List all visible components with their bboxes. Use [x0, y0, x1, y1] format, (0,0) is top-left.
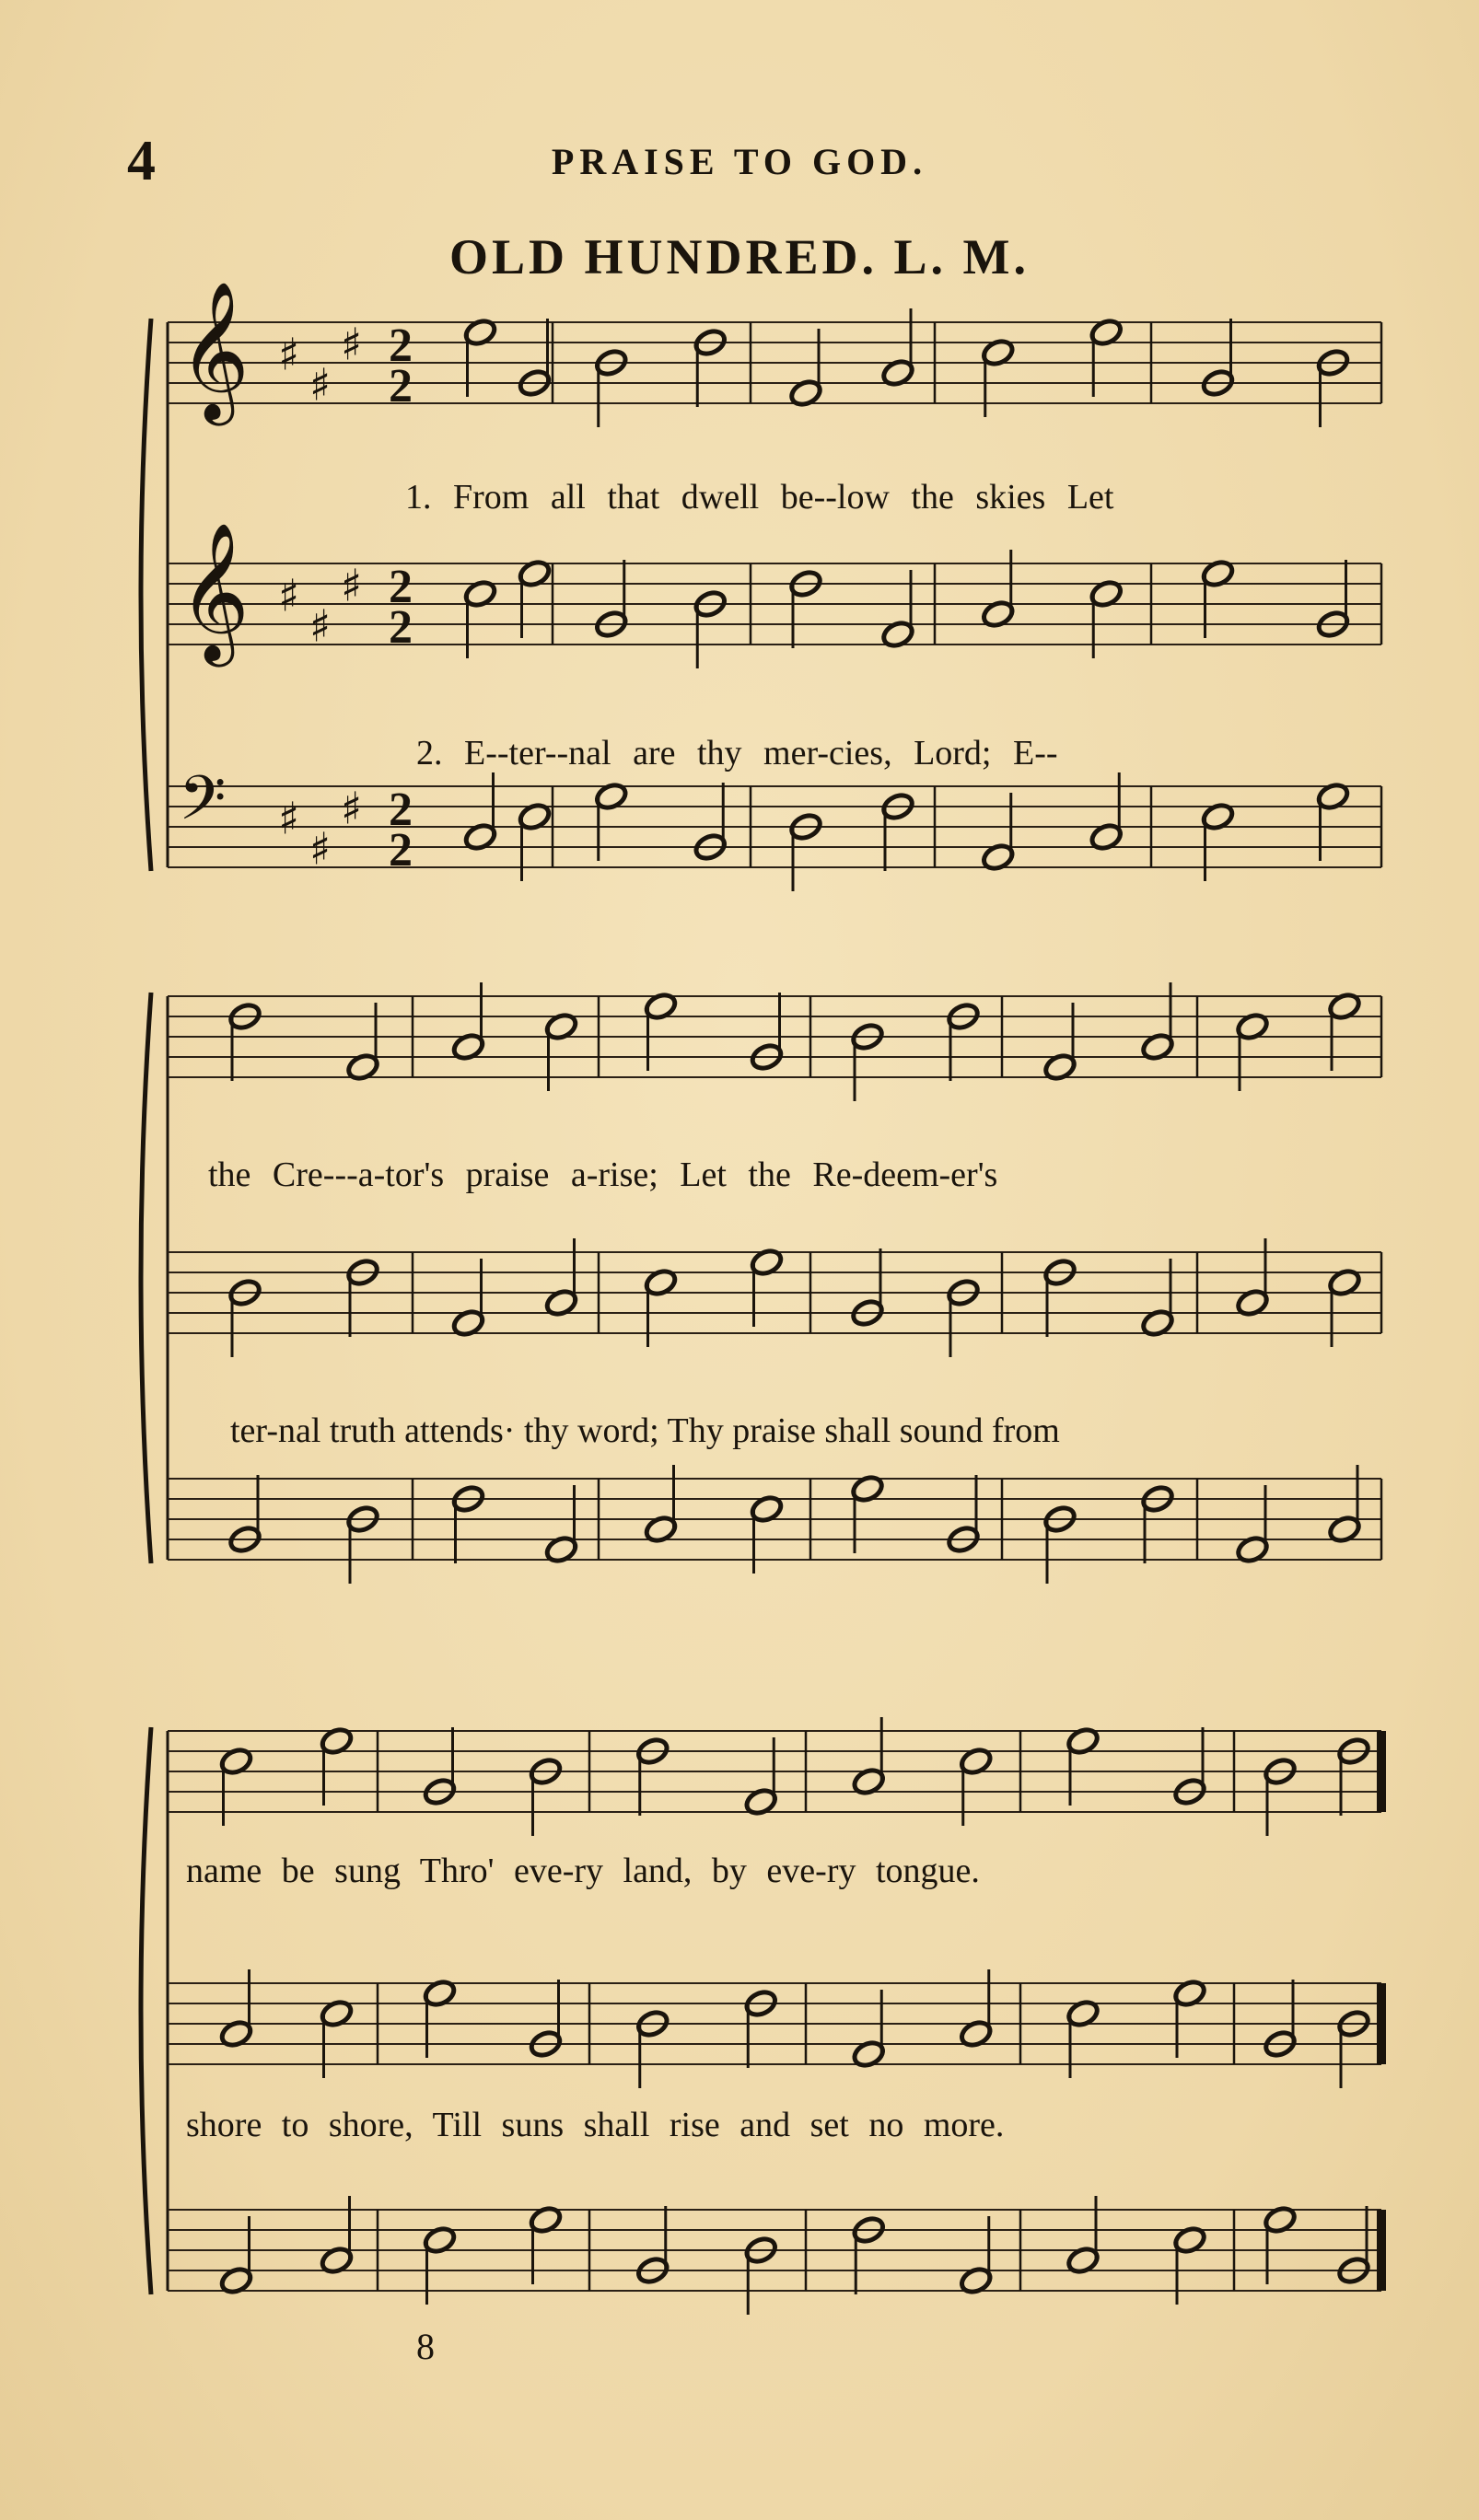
time-signature-digit: 2 [389, 560, 413, 613]
sharp-icon: ♯ [341, 319, 363, 371]
lyric-system1-verse2: 2. E--ter--nal are thy mer-cies, Lord; E-- [416, 734, 1058, 772]
sharp-icon: ♯ [278, 329, 300, 381]
lyric-system3-verse1: name be sung Thro' eve-ry land, by eve-ry tongue. [186, 1852, 980, 1890]
sharp-icon: ♯ [341, 560, 363, 612]
signature-mark: 8 [416, 2326, 435, 2367]
time-signature-digit: 2 [389, 783, 413, 836]
lyric-system3-verse2: shore to shore, Till suns shall rise and set no more. [186, 2106, 1005, 2144]
lyric-system2-verse2: ter-nal truth attends· thy word; Thy praise shall sound from [230, 1411, 1060, 1450]
time-signature-digit: 2 [389, 600, 413, 654]
treble-clef-icon: 𝄞 [179, 279, 250, 420]
sharp-icon: ♯ [309, 823, 332, 876]
sharp-icon: ♯ [278, 793, 300, 845]
time-signature-digit: 2 [389, 359, 413, 412]
sharp-icon: ♯ [278, 570, 300, 622]
sharp-icon: ♯ [309, 359, 332, 412]
tune-title: OLD HUNDRED. L. M. [448, 229, 1030, 285]
sharp-icon: ♯ [309, 600, 332, 653]
system-bracket [141, 319, 151, 871]
treble-clef-icon: 𝄞 [179, 520, 250, 661]
system-bracket [141, 993, 151, 1563]
lyric-system2-verse1: the Cre---a-tor's praise a-rise; Let the Re-deem-er's [208, 1155, 998, 1194]
sharp-icon: ♯ [341, 783, 363, 835]
bass-clef-icon: 𝄢 [179, 762, 227, 849]
lyric-system1-verse1: 1. From all that dwell be--low the skies Let [405, 478, 1114, 517]
running-head: PRAISE TO GOD. [551, 141, 928, 182]
page-number: 4 [127, 130, 157, 192]
system-bracket [141, 1727, 151, 2294]
time-signature-digit: 2 [389, 319, 413, 372]
time-signature-digit: 2 [389, 823, 413, 877]
